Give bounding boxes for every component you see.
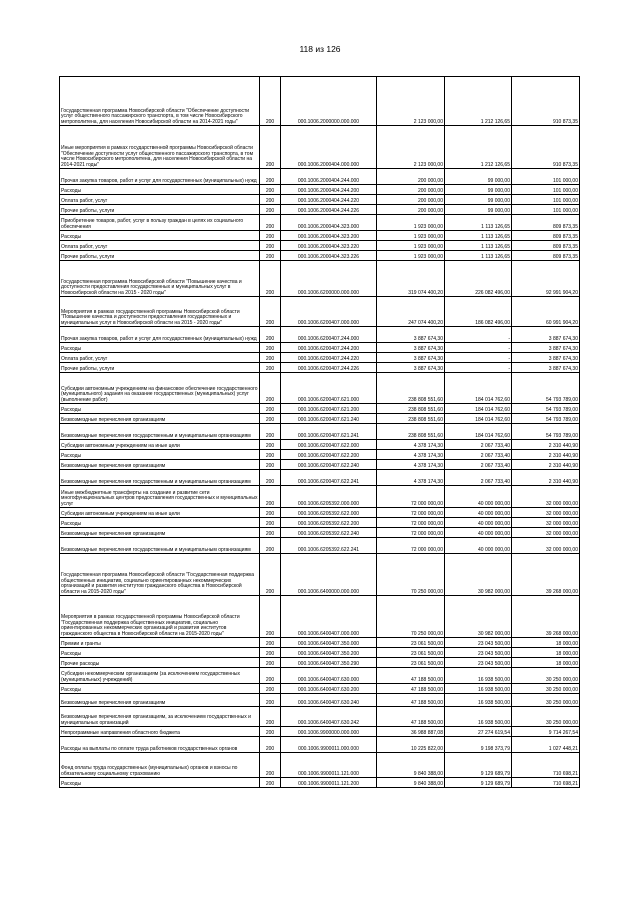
row-unexecuted-amount-cell: 32 000 000,00 [512, 508, 580, 518]
row-approved-amount-cell: 238 808 551,60 [377, 373, 445, 404]
row-unexecuted-amount-cell: 32 000 000,00 [512, 528, 580, 538]
row-executed-amount-cell: 226 082 496,00 [445, 261, 512, 297]
row-executed-amount-cell: 2 067 733,40 [445, 440, 512, 450]
row-admin-code-cell: 200 [260, 231, 281, 241]
table-row [60, 658, 580, 668]
row-name-cell: Безвозмездные перечисления организациям [60, 528, 260, 538]
table-row [60, 538, 580, 554]
table-row [60, 261, 580, 297]
table-row [60, 668, 580, 684]
row-unexecuted-amount-cell: 3 887 674,30 [512, 363, 580, 373]
row-admin-code-cell: 200 [260, 251, 281, 261]
row-approved-amount-cell: 200 000,00 [377, 205, 445, 215]
row-budget-code-cell: 000.1006.9900011.121.200 [281, 778, 377, 788]
row-admin-code-cell: 200 [260, 707, 281, 727]
row-unexecuted-amount-cell: 101 000,00 [512, 169, 580, 185]
table-row [60, 126, 580, 169]
row-name-cell: Расходы на выплаты по оплате труда работников государственных органов [60, 737, 260, 753]
row-executed-amount-cell: - [445, 353, 512, 363]
row-approved-amount-cell: 70 250 000,00 [377, 554, 445, 596]
row-name-cell: Прочая закупка товаров, работ и услуг для государственных (муниципальных) нужд [60, 327, 260, 343]
row-unexecuted-amount-cell: 2 310 440,90 [512, 470, 580, 486]
table-row [60, 486, 580, 508]
row-executed-amount-cell: 23 043 500,00 [445, 648, 512, 658]
row-admin-code-cell: 200 [260, 658, 281, 668]
row-approved-amount-cell: 238 808 551,60 [377, 404, 445, 414]
row-unexecuted-amount-cell: 18 000,00 [512, 638, 580, 648]
row-approved-amount-cell: 3 887 674,30 [377, 353, 445, 363]
table-row [60, 554, 580, 596]
table-row [60, 460, 580, 470]
row-admin-code-cell: 200 [260, 424, 281, 440]
table-row [60, 596, 580, 638]
row-admin-code-cell: 200 [260, 297, 281, 327]
row-name-cell: Прочие расходы [60, 658, 260, 668]
row-admin-code-cell: 200 [260, 205, 281, 215]
row-admin-code-cell: 200 [260, 343, 281, 353]
row-unexecuted-amount-cell: 18 000,00 [512, 658, 580, 668]
row-approved-amount-cell: 3 887 674,30 [377, 343, 445, 353]
row-unexecuted-amount-cell: 32 000 000,00 [512, 538, 580, 554]
row-name-cell: Оплата работ, услуг [60, 353, 260, 363]
row-unexecuted-amount-cell: 101 000,00 [512, 205, 580, 215]
row-admin-code-cell: 200 [260, 727, 281, 737]
table-row [60, 353, 580, 363]
row-budget-code-cell: 000.1006.2000404.244.220 [281, 195, 377, 205]
row-approved-amount-cell: 200 000,00 [377, 195, 445, 205]
row-approved-amount-cell: 2 123 000,00 [377, 126, 445, 169]
row-unexecuted-amount-cell: 3 887 674,30 [512, 327, 580, 343]
table-row [60, 205, 580, 215]
table-row [60, 694, 580, 707]
row-budget-code-cell: 000.1006.6400407.630.200 [281, 684, 377, 694]
row-executed-amount-cell: 30 982 000,00 [445, 596, 512, 638]
row-executed-amount-cell: 9 129 689,79 [445, 753, 512, 778]
table-row [60, 424, 580, 440]
row-budget-code-cell: 000.1006.9900000.000.000 [281, 727, 377, 737]
row-name-cell: Расходы [60, 684, 260, 694]
row-admin-code-cell: 200 [260, 241, 281, 251]
table-row [60, 373, 580, 404]
row-unexecuted-amount-cell: 2 310 440,90 [512, 460, 580, 470]
row-budget-code-cell: 000.1006.6205392.000.000 [281, 486, 377, 508]
row-admin-code-cell: 200 [260, 450, 281, 460]
row-approved-amount-cell: 72 000 000,00 [377, 508, 445, 518]
row-admin-code-cell: 200 [260, 518, 281, 528]
row-budget-code-cell: 000.1006.6205392.622.240 [281, 528, 377, 538]
row-executed-amount-cell: 184 014 762,60 [445, 373, 512, 404]
table-row [60, 404, 580, 414]
row-budget-code-cell: 000.1006.6200407.244.226 [281, 363, 377, 373]
row-name-cell: Расходы [60, 450, 260, 460]
row-approved-amount-cell: 47 188 500,00 [377, 684, 445, 694]
row-admin-code-cell: 200 [260, 470, 281, 486]
row-name-cell: Государственная программа Новосибирской области "Обеспечение доступности услуг общественного пассажирского транспорта, в том числе Новосибирского метрополитена, для населения Новосибирской области на 2014-2021 годы" [60, 77, 260, 126]
row-unexecuted-amount-cell: 809 873,35 [512, 215, 580, 231]
row-name-cell: Мероприятия в рамках государственной программы Новосибирской области "Государственная поддержка общественных инициатив, социально ориентированных некоммерческих организаций и развития институтов гражданского общества в Новосибирской области на 2015-2020 годы" [60, 596, 260, 638]
row-name-cell: Субсидии автономным учреждениям на финансовое обеспечение государственного (муниципального) задания на оказание государственных (муниципальных) услуг (выполнение работ) [60, 373, 260, 404]
row-name-cell: Расходы [60, 648, 260, 658]
row-budget-code-cell: 000.1006.6200407.621.200 [281, 404, 377, 414]
row-budget-code-cell: 000.1006.2000404.323.226 [281, 251, 377, 261]
row-admin-code-cell: 200 [260, 126, 281, 169]
row-unexecuted-amount-cell: 2 310 440,90 [512, 440, 580, 450]
row-approved-amount-cell: 2 123 000,00 [377, 77, 445, 126]
table-row [60, 215, 580, 231]
row-admin-code-cell: 200 [260, 737, 281, 753]
row-approved-amount-cell: 200 000,00 [377, 169, 445, 185]
row-executed-amount-cell: 1 113 126,65 [445, 251, 512, 261]
table-row [60, 727, 580, 737]
row-approved-amount-cell: 319 074 400,20 [377, 261, 445, 297]
row-approved-amount-cell: 9 840 388,00 [377, 778, 445, 788]
row-unexecuted-amount-cell: 809 873,35 [512, 251, 580, 261]
row-admin-code-cell: 200 [260, 404, 281, 414]
row-unexecuted-amount-cell: 710 698,21 [512, 753, 580, 778]
row-budget-code-cell: 000.1006.6200000.000.000 [281, 261, 377, 297]
row-budget-code-cell: 000.1006.6400407.350.200 [281, 648, 377, 658]
row-unexecuted-amount-cell: 32 000 000,00 [512, 518, 580, 528]
row-executed-amount-cell: 186 082 496,00 [445, 297, 512, 327]
table-row [60, 343, 580, 353]
row-budget-code-cell: 000.1006.6400000.000.000 [281, 554, 377, 596]
row-executed-amount-cell: 1 113 126,65 [445, 231, 512, 241]
row-name-cell: Приобретение товаров, работ, услуг в пользу граждан в целях их социального обеспечения [60, 215, 260, 231]
row-name-cell: Расходы [60, 404, 260, 414]
row-approved-amount-cell: 238 808 551,60 [377, 424, 445, 440]
row-approved-amount-cell: 47 188 500,00 [377, 668, 445, 684]
row-name-cell: Расходы [60, 518, 260, 528]
row-budget-code-cell: 000.1006.6200407.622.240 [281, 460, 377, 470]
row-budget-code-cell: 000.1006.6200407.622.241 [281, 470, 377, 486]
row-budget-code-cell: 000.1006.6200407.622.000 [281, 440, 377, 450]
row-budget-code-cell: 000.1006.6200407.244.000 [281, 327, 377, 343]
table-row [60, 528, 580, 538]
row-approved-amount-cell: 4 378 174,30 [377, 450, 445, 460]
row-unexecuted-amount-cell: 30 250 000,00 [512, 707, 580, 727]
row-budget-code-cell: 000.1006.6400407.630.000 [281, 668, 377, 684]
page-number: 118 из 126 [299, 44, 341, 54]
table-row [60, 684, 580, 694]
row-approved-amount-cell: 23 061 500,00 [377, 638, 445, 648]
row-approved-amount-cell: 3 887 674,30 [377, 327, 445, 343]
row-executed-amount-cell: 1 113 126,65 [445, 215, 512, 231]
row-budget-code-cell: 000.1006.6200407.621.241 [281, 424, 377, 440]
row-name-cell: Мероприятия в рамках государственной программы Новосибирской области "Повышение качества и доступности предоставления государственных и муниципальных услуг в Новосибирской области на 2015 - 2020 годы" [60, 297, 260, 327]
row-unexecuted-amount-cell: 3 887 674,30 [512, 353, 580, 363]
row-admin-code-cell: 200 [260, 528, 281, 538]
row-name-cell: Прочие работы, услуги [60, 251, 260, 261]
row-budget-code-cell: 000.1006.6400407.630.242 [281, 707, 377, 727]
row-budget-code-cell: 000.1006.2000404.323.200 [281, 231, 377, 241]
row-name-cell: Иные межбюджетные трансферты на создание и развитие сети многофункциональных центров предоставления государственных и муниципальных услуг [60, 486, 260, 508]
row-executed-amount-cell: 16 938 500,00 [445, 668, 512, 684]
row-budget-code-cell: 000.1006.6400407.630.240 [281, 694, 377, 707]
row-budget-code-cell: 000.1006.2000000.000.000 [281, 77, 377, 126]
row-unexecuted-amount-cell: 30 250 000,00 [512, 694, 580, 707]
table-row [60, 440, 580, 450]
row-budget-code-cell: 000.1006.2000404.000.000 [281, 126, 377, 169]
row-unexecuted-amount-cell: 92 991 904,20 [512, 261, 580, 297]
row-approved-amount-cell: 9 840 388,00 [377, 753, 445, 778]
row-unexecuted-amount-cell: 39 268 000,00 [512, 596, 580, 638]
table-row [60, 251, 580, 261]
row-approved-amount-cell: 72 000 000,00 [377, 538, 445, 554]
row-admin-code-cell: 200 [260, 169, 281, 185]
row-admin-code-cell: 200 [260, 215, 281, 231]
table-row [60, 195, 580, 205]
row-executed-amount-cell: 2 067 733,40 [445, 450, 512, 460]
row-executed-amount-cell: 1 212 126,65 [445, 126, 512, 169]
row-budget-code-cell: 000.1006.6200407.621.000 [281, 373, 377, 404]
row-approved-amount-cell: 47 188 500,00 [377, 694, 445, 707]
row-budget-code-cell: 000.1006.6205392.622.241 [281, 538, 377, 554]
row-admin-code-cell: 200 [260, 261, 281, 297]
row-name-cell: Премии и гранты [60, 638, 260, 648]
row-executed-amount-cell: 2 067 733,40 [445, 460, 512, 470]
row-unexecuted-amount-cell: 2 310 440,90 [512, 450, 580, 460]
row-approved-amount-cell: 4 378 174,30 [377, 470, 445, 486]
row-executed-amount-cell: 184 014 762,60 [445, 404, 512, 414]
row-executed-amount-cell: 27 274 619,54 [445, 727, 512, 737]
row-unexecuted-amount-cell: 30 250 000,00 [512, 668, 580, 684]
row-admin-code-cell: 200 [260, 638, 281, 648]
row-unexecuted-amount-cell: 54 793 789,00 [512, 404, 580, 414]
row-executed-amount-cell: 23 043 500,00 [445, 638, 512, 648]
row-executed-amount-cell: 9 198 373,79 [445, 737, 512, 753]
table-row [60, 77, 580, 126]
table-row [60, 185, 580, 195]
row-name-cell: Прочие работы, услуги [60, 205, 260, 215]
row-admin-code-cell: 200 [260, 353, 281, 363]
row-admin-code-cell: 200 [260, 508, 281, 518]
table-row [60, 470, 580, 486]
row-name-cell: Безвозмездные перечисления государственным и муниципальным организациям [60, 470, 260, 486]
row-unexecuted-amount-cell: 710 698,21 [512, 778, 580, 788]
row-unexecuted-amount-cell: 54 793 789,00 [512, 414, 580, 424]
row-executed-amount-cell: 1 113 126,65 [445, 241, 512, 251]
table-row [60, 414, 580, 424]
row-budget-code-cell: 000.1006.6400407.350.290 [281, 658, 377, 668]
row-admin-code-cell: 200 [260, 185, 281, 195]
row-executed-amount-cell: 40 000 000,00 [445, 538, 512, 554]
row-name-cell: Безвозмездные перечисления организациям, за исключением государственных и муниципальных организаций [60, 707, 260, 727]
row-admin-code-cell: 200 [260, 596, 281, 638]
row-executed-amount-cell: 1 212 126,65 [445, 77, 512, 126]
row-name-cell: Безвозмездные перечисления организациям [60, 414, 260, 424]
row-executed-amount-cell: 16 938 500,00 [445, 694, 512, 707]
row-budget-code-cell: 000.1006.2000404.323.220 [281, 241, 377, 251]
row-approved-amount-cell: 247 074 400,20 [377, 297, 445, 327]
row-name-cell: Государственная программа Новосибирской области "Повышение качества и доступности предоставления государственных и муниципальных услуг в Новосибирской области на 2015 - 2020 годы" [60, 261, 260, 297]
row-admin-code-cell: 200 [260, 554, 281, 596]
row-approved-amount-cell: 1 923 000,00 [377, 241, 445, 251]
table-row [60, 297, 580, 327]
row-budget-code-cell: 000.1006.2000404.244.200 [281, 185, 377, 195]
row-executed-amount-cell: 16 938 500,00 [445, 707, 512, 727]
row-executed-amount-cell: 99 000,00 [445, 205, 512, 215]
row-unexecuted-amount-cell: 18 000,00 [512, 648, 580, 658]
row-name-cell: Расходы [60, 778, 260, 788]
row-approved-amount-cell: 36 988 887,08 [377, 727, 445, 737]
table-row [60, 638, 580, 648]
row-admin-code-cell: 200 [260, 538, 281, 554]
row-name-cell: Оплата работ, услуг [60, 195, 260, 205]
row-executed-amount-cell: 16 938 500,00 [445, 684, 512, 694]
row-name-cell: Безвозмездные перечисления организациям [60, 694, 260, 707]
table-row [60, 648, 580, 658]
row-name-cell: Субсидии автономным учреждениям на иные цели [60, 508, 260, 518]
row-budget-code-cell: 000.1006.6400407.000.000 [281, 596, 377, 638]
row-budget-code-cell: 000.1006.6205392.622.000 [281, 508, 377, 518]
row-approved-amount-cell: 23 061 500,00 [377, 658, 445, 668]
row-name-cell: Прочие работы, услуги [60, 363, 260, 373]
table-row [60, 737, 580, 753]
row-approved-amount-cell: 10 225 822,00 [377, 737, 445, 753]
row-budget-code-cell: 000.1006.6400407.350.000 [281, 638, 377, 648]
row-name-cell: Субсидии автономным учреждениям на иные цели [60, 440, 260, 450]
row-budget-code-cell: 000.1006.2000404.323.000 [281, 215, 377, 231]
row-admin-code-cell: 200 [260, 414, 281, 424]
table-row [60, 778, 580, 788]
row-name-cell: Безвозмездные перечисления государственным и муниципальным организациям [60, 538, 260, 554]
row-name-cell: Фонд оплаты труда государственных (муниципальных) органов и взносы по обязательному социальному страхованию [60, 753, 260, 778]
table-row [60, 241, 580, 251]
row-unexecuted-amount-cell: 101 000,00 [512, 195, 580, 205]
row-name-cell: Субсидии некоммерческим организациям (за исключением государственных (муниципальных) учреждений) [60, 668, 260, 684]
row-name-cell: Иные мероприятия в рамках государственной программы Новосибирской области "Обеспечение доступности услуг общественного пассажирского транспорта, в том числе Новосибирского метрополитена, для населения Новосибирской области на 2014-2021 годы" [60, 126, 260, 169]
row-name-cell: Прочая закупка товаров, работ и услуг для государственных (муниципальных) нужд [60, 169, 260, 185]
row-approved-amount-cell: 72 000 000,00 [377, 518, 445, 528]
row-approved-amount-cell: 200 000,00 [377, 185, 445, 195]
row-approved-amount-cell: 3 887 674,30 [377, 363, 445, 373]
row-executed-amount-cell: - [445, 327, 512, 343]
row-budget-code-cell: 000.1006.9900011.121.000 [281, 753, 377, 778]
row-approved-amount-cell: 1 923 000,00 [377, 215, 445, 231]
row-admin-code-cell: 200 [260, 373, 281, 404]
row-unexecuted-amount-cell: 910 873,35 [512, 126, 580, 169]
row-unexecuted-amount-cell: 9 714 267,54 [512, 727, 580, 737]
row-approved-amount-cell: 72 000 000,00 [377, 528, 445, 538]
row-budget-code-cell: 000.1006.9900011.000.000 [281, 737, 377, 753]
row-admin-code-cell: 200 [260, 440, 281, 450]
row-executed-amount-cell: 23 043 500,00 [445, 658, 512, 668]
row-admin-code-cell: 200 [260, 753, 281, 778]
row-unexecuted-amount-cell: 910 873,35 [512, 77, 580, 126]
row-unexecuted-amount-cell: 39 268 000,00 [512, 554, 580, 596]
row-executed-amount-cell: 40 000 000,00 [445, 508, 512, 518]
row-unexecuted-amount-cell: 809 873,35 [512, 241, 580, 251]
row-executed-amount-cell: 99 000,00 [445, 195, 512, 205]
row-name-cell: Расходы [60, 185, 260, 195]
table-row [60, 707, 580, 727]
row-unexecuted-amount-cell: 60 991 904,20 [512, 297, 580, 327]
row-name-cell: Безвозмездные перечисления организациям [60, 460, 260, 470]
row-admin-code-cell: 200 [260, 648, 281, 658]
table-row [60, 363, 580, 373]
table-row [60, 753, 580, 778]
row-approved-amount-cell: 238 808 551,60 [377, 414, 445, 424]
table-row [60, 508, 580, 518]
row-approved-amount-cell: 72 000 000,00 [377, 486, 445, 508]
row-executed-amount-cell: 40 000 000,00 [445, 518, 512, 528]
row-executed-amount-cell: 9 129 689,79 [445, 778, 512, 788]
row-admin-code-cell: 200 [260, 694, 281, 707]
row-admin-code-cell: 200 [260, 363, 281, 373]
row-admin-code-cell: 200 [260, 778, 281, 788]
row-budget-code-cell: 000.1006.6200407.000.000 [281, 297, 377, 327]
row-approved-amount-cell: 4 378 174,30 [377, 460, 445, 470]
table-row [60, 518, 580, 528]
row-budget-code-cell: 000.1006.2000404.244.000 [281, 169, 377, 185]
row-approved-amount-cell: 4 378 174,30 [377, 440, 445, 450]
row-budget-code-cell: 000.1006.6200407.622.200 [281, 450, 377, 460]
row-approved-amount-cell: 23 061 500,00 [377, 648, 445, 658]
row-budget-code-cell: 000.1006.6205392.622.200 [281, 518, 377, 528]
row-name-cell: Безвозмездные перечисления государственным и муниципальным организациям [60, 424, 260, 440]
row-executed-amount-cell: 184 014 762,60 [445, 424, 512, 440]
row-unexecuted-amount-cell: 101 000,00 [512, 185, 580, 195]
row-name-cell: Расходы [60, 343, 260, 353]
row-name-cell: Непрограммные направления областного бюджета [60, 727, 260, 737]
row-executed-amount-cell: 30 982 000,00 [445, 554, 512, 596]
table-row [60, 231, 580, 241]
row-budget-code-cell: 000.1006.2000404.244.226 [281, 205, 377, 215]
row-approved-amount-cell: 70 250 000,00 [377, 596, 445, 638]
row-budget-code-cell: 000.1006.6200407.621.240 [281, 414, 377, 424]
table-row [60, 169, 580, 185]
row-admin-code-cell: 200 [260, 327, 281, 343]
row-unexecuted-amount-cell: 32 000 000,00 [512, 486, 580, 508]
row-name-cell: Оплата работ, услуг [60, 241, 260, 251]
row-unexecuted-amount-cell: 54 793 789,00 [512, 424, 580, 440]
row-admin-code-cell: 200 [260, 195, 281, 205]
row-executed-amount-cell: 2 067 733,40 [445, 470, 512, 486]
table-row [60, 450, 580, 460]
row-executed-amount-cell: 40 000 000,00 [445, 528, 512, 538]
row-admin-code-cell: 200 [260, 460, 281, 470]
row-admin-code-cell: 200 [260, 684, 281, 694]
row-approved-amount-cell: 47 188 500,00 [377, 707, 445, 727]
table-row [60, 327, 580, 343]
row-executed-amount-cell: - [445, 343, 512, 353]
row-unexecuted-amount-cell: 3 887 674,30 [512, 343, 580, 353]
row-name-cell: Государственная программа Новосибирской области "Государственная поддержка общественных инициатив, социально ориентированных некоммерческих организаций и развития институтов гражданского общества в Новосибирской области на 2015-2020 годы" [60, 554, 260, 596]
row-admin-code-cell: 200 [260, 668, 281, 684]
row-unexecuted-amount-cell: 1 027 448,21 [512, 737, 580, 753]
row-unexecuted-amount-cell: 54 793 789,00 [512, 373, 580, 404]
row-executed-amount-cell: 184 014 762,60 [445, 414, 512, 424]
row-name-cell: Расходы [60, 231, 260, 241]
budget-table-body [60, 77, 580, 788]
row-executed-amount-cell: 40 000 000,00 [445, 486, 512, 508]
row-executed-amount-cell: 99 000,00 [445, 185, 512, 195]
row-budget-code-cell: 000.1006.6200407.244.200 [281, 343, 377, 353]
row-admin-code-cell: 200 [260, 486, 281, 508]
row-budget-code-cell: 000.1006.6200407.244.220 [281, 353, 377, 363]
row-approved-amount-cell: 1 923 000,00 [377, 251, 445, 261]
row-admin-code-cell: 200 [260, 77, 281, 126]
budget-table [59, 76, 580, 788]
row-unexecuted-amount-cell: 30 250 000,00 [512, 684, 580, 694]
row-executed-amount-cell: 99 000,00 [445, 169, 512, 185]
row-approved-amount-cell: 1 923 000,00 [377, 231, 445, 241]
row-executed-amount-cell: - [445, 363, 512, 373]
row-unexecuted-amount-cell: 809 873,35 [512, 231, 580, 241]
